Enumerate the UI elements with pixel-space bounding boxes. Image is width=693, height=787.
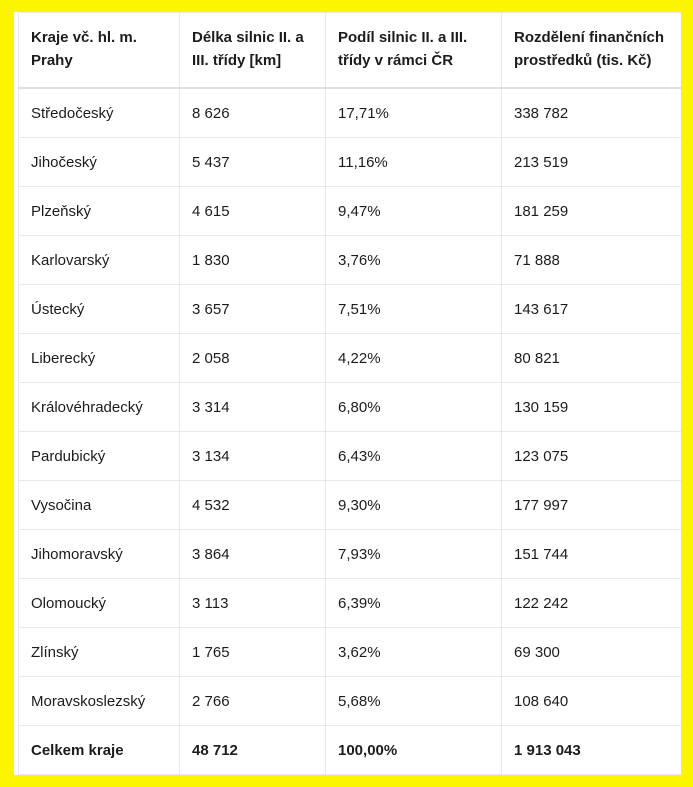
cell-road-length: 2 058 xyxy=(180,334,326,383)
cell-region: Pardubický xyxy=(19,432,180,481)
table-row xyxy=(19,383,682,432)
table-body xyxy=(19,88,682,775)
cell-road-length: 4 532 xyxy=(180,481,326,530)
cell-region: Moravskoslezský xyxy=(19,677,180,726)
cell-road-share: 4,22% xyxy=(326,334,502,383)
header-road-length: Délka silnic II. a III. třídy [km] xyxy=(180,13,326,89)
table-row xyxy=(19,481,682,530)
table-row xyxy=(19,432,682,481)
cell-region: Plzeňský xyxy=(19,187,180,236)
cell-region: Zlínský xyxy=(19,628,180,677)
table-row xyxy=(19,628,682,677)
cell-road-length: 1 765 xyxy=(180,628,326,677)
table-row xyxy=(19,285,682,334)
cell-road-length: 3 113 xyxy=(180,579,326,628)
table-row xyxy=(19,138,682,187)
cell-region: Olomoucký xyxy=(19,579,180,628)
cell-region: Jihomoravský xyxy=(19,530,180,579)
total-cell-funding: 1 913 043 xyxy=(502,726,682,775)
cell-funding: 80 821 xyxy=(502,334,682,383)
cell-road-share: 6,80% xyxy=(326,383,502,432)
cell-funding: 151 744 xyxy=(502,530,682,579)
cell-funding: 123 075 xyxy=(502,432,682,481)
cell-region: Vysočina xyxy=(19,481,180,530)
cell-road-length: 1 830 xyxy=(180,236,326,285)
cell-road-share: 7,93% xyxy=(326,530,502,579)
table-header xyxy=(19,13,682,89)
total-cell-road-length: 48 712 xyxy=(180,726,326,775)
header-funding: Rozdělení finančních prostředků (tis. Kč) xyxy=(502,13,682,89)
table-row xyxy=(19,88,682,138)
cell-funding: 71 888 xyxy=(502,236,682,285)
total-cell-region: Celkem kraje xyxy=(19,726,180,775)
table-row xyxy=(19,187,682,236)
header-region: Kraje vč. hl. m. Prahy xyxy=(19,13,180,89)
cell-road-length: 2 766 xyxy=(180,677,326,726)
header-row xyxy=(19,13,682,89)
cell-road-share: 3,76% xyxy=(326,236,502,285)
table-row xyxy=(19,579,682,628)
table-row xyxy=(19,677,682,726)
cell-road-share: 17,71% xyxy=(326,88,502,138)
table-row xyxy=(19,334,682,383)
cell-road-length: 3 657 xyxy=(180,285,326,334)
cell-funding: 130 159 xyxy=(502,383,682,432)
cell-region: Karlovarský xyxy=(19,236,180,285)
cell-region: Středočeský xyxy=(19,88,180,138)
cell-road-length: 3 314 xyxy=(180,383,326,432)
cell-road-share: 9,47% xyxy=(326,187,502,236)
cell-road-share: 7,51% xyxy=(326,285,502,334)
cell-funding: 213 519 xyxy=(502,138,682,187)
cell-road-share: 5,68% xyxy=(326,677,502,726)
header-road-share: Podíl silnic II. a III. třídy v rámci ČR xyxy=(326,13,502,89)
road-funding-table xyxy=(18,12,681,775)
cell-road-length: 5 437 xyxy=(180,138,326,187)
table-container xyxy=(14,12,681,775)
total-cell-road-share: 100,00% xyxy=(326,726,502,775)
cell-funding: 181 259 xyxy=(502,187,682,236)
cell-road-length: 4 615 xyxy=(180,187,326,236)
cell-funding: 108 640 xyxy=(502,677,682,726)
cell-funding: 143 617 xyxy=(502,285,682,334)
cell-funding: 69 300 xyxy=(502,628,682,677)
cell-region: Liberecký xyxy=(19,334,180,383)
cell-road-share: 3,62% xyxy=(326,628,502,677)
cell-region: Královéhradecký xyxy=(19,383,180,432)
table-row xyxy=(19,236,682,285)
cell-road-length: 3 134 xyxy=(180,432,326,481)
cell-road-length: 8 626 xyxy=(180,88,326,138)
total-row xyxy=(19,726,682,775)
cell-funding: 338 782 xyxy=(502,88,682,138)
cell-funding: 177 997 xyxy=(502,481,682,530)
cell-road-share: 11,16% xyxy=(326,138,502,187)
cell-funding: 122 242 xyxy=(502,579,682,628)
cell-road-share: 6,39% xyxy=(326,579,502,628)
cell-region: Ústecký xyxy=(19,285,180,334)
cell-region: Jihočeský xyxy=(19,138,180,187)
cell-road-share: 9,30% xyxy=(326,481,502,530)
cell-road-share: 6,43% xyxy=(326,432,502,481)
table-row xyxy=(19,530,682,579)
cell-road-length: 3 864 xyxy=(180,530,326,579)
